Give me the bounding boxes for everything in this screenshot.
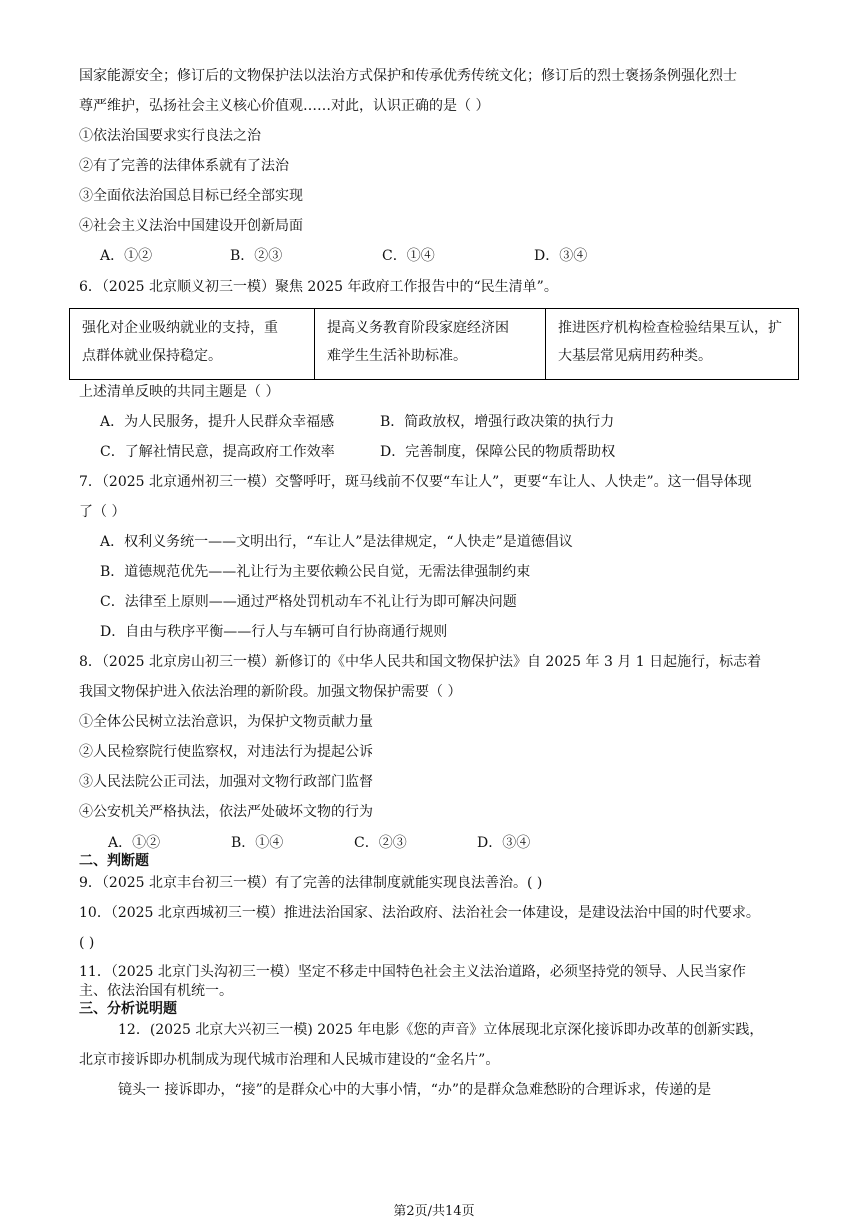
q5-text-line1: 国家能源安全；修订后的文物保护法以法治方式保护和传承优秀传统文化；修订后的烈士褒扬条例强化烈士 (79, 68, 737, 84)
q5-option-b: B．②③ (230, 248, 283, 264)
q5-item-2: ②有了完善的法律体系就有了法治 (79, 158, 289, 174)
q9-text: 9．（2025 北京丰台初三一模）有了完善的法律制度就能实现良法善治。( ) (79, 875, 543, 891)
q5-text-line2: 尊严维护，弘扬社会主义核心价值观……对此，认识正确的是（ ） (79, 98, 490, 114)
q8-item-2: ②人民检察院行使监察权，对违法行为提起公诉 (79, 744, 373, 760)
q8-item-3: ③人民法院公正司法，加强对文物行政部门监督 (79, 774, 373, 790)
q11-text-line2: 主、依法治国有机统一。 (79, 983, 233, 999)
q8-options (108, 833, 530, 853)
q7-option-c: C．法律至上原则——通过严格处罚机动车不礼让行为即可解决问题 (100, 594, 517, 610)
q5-option-c: C．①④ (382, 248, 435, 264)
q6-stem: 6．（2025 北京顺义初三一模）聚焦 2025 年政府工作报告中的“民生清单”。 (79, 279, 558, 295)
cell-line: 点群体就业保持稳定。 (82, 348, 222, 364)
q8-option-a: A．①② (108, 835, 161, 851)
q7-option-b: B．道德规范优先——礼让行为主要依赖公民自觉，无需法律强制约束 (100, 564, 531, 580)
q10-text-line2: ( ) (79, 935, 95, 951)
table-row (70, 309, 799, 380)
q8-item-1: ①全体公民树立法治意识，为保护文物贡献力量 (79, 714, 373, 730)
q6-option-d: D．完善制度，保障公民的物质帮助权 (380, 444, 616, 460)
q12-text-line3: 镜头一 接诉即办，“接”的是群众心中的大事小情，“办”的是群众急难愁盼的合理诉求，传递的是 (118, 1082, 712, 1098)
table-cell (315, 309, 546, 380)
cell-line: 大基层常见病用药种类。 (558, 348, 712, 364)
q7-stem-line1: 7．（2025 北京通州初三一模）交警呼吁，斑马线前不仅要“车让人”，更要“车让人、人快走”。这一倡导体现 (79, 474, 752, 490)
table-cell (70, 309, 315, 380)
cell-line: 难学生生活补助标准。 (327, 348, 467, 364)
q6-option-c: C．了解社情民意，提高政府工作效率 (100, 444, 335, 460)
table-cell (546, 309, 799, 380)
q6-option-a: A．为人民服务，提升人民群众幸福感 (100, 414, 335, 430)
q5-item-3: ③全面依法治国总目标已经全部实现 (79, 188, 303, 204)
section3-title: 三、分析说明题 (79, 1001, 177, 1017)
q5-option-a: A．①② (100, 248, 153, 264)
q6-question: 上述清单反映的共同主题是（ ） (79, 384, 280, 400)
q12-text-line2: 北京市接诉即办机制成为现代城市治理和人民城市建设的“金名片”。 (79, 1052, 500, 1068)
q5-options (100, 246, 587, 266)
q8-item-4: ④公安机关严格执法，依法严处破坏文物的行为 (79, 804, 373, 820)
cell-line: 推进医疗机构检查检验结果互认，扩 (558, 320, 782, 336)
q6-options-row1 (100, 412, 614, 432)
q11-text-line1: 11．（2025 北京门头沟初三一模）坚定不移走中国特色社会主义法治道路，必须坚持党的领导、人民当家作 (79, 964, 746, 980)
q7-option-a: A．权利义务统一——文明出行，“车让人”是法律规定，“人快走”是道德倡议 (100, 534, 573, 550)
q10-text-line1: 10．（2025 北京西城初三一模）推进法治国家、法治政府、法治社会一体建设，是建设法治中国的时代要求。 (79, 905, 760, 921)
q8-option-c: C．②③ (354, 835, 407, 851)
q7-stem-line2: 了（ ） (79, 504, 126, 520)
q7-option-d: D．自由与秩序平衡——行人与车辆可自行协商通行规则 (100, 624, 448, 640)
cell-line: 提高义务教育阶段家庭经济困 (327, 320, 509, 336)
q8-stem-line1: 8．（2025 北京房山初三一模）新修订的《中华人民共和国文物保护法》自 2025 年 3 月 1 日起施行，标志着 (79, 654, 762, 670)
q6-option-b: B．简政放权，增强行政决策的执行力 (380, 414, 615, 430)
q8-option-d: D．③④ (477, 835, 531, 851)
q5-item-4: ④社会主义法治中国建设开创新局面 (79, 218, 303, 234)
q6-options-row2 (100, 442, 615, 462)
q8-option-b: B．①④ (231, 835, 284, 851)
cell-line: 强化对企业吸纳就业的支持，重 (82, 320, 278, 336)
page-number: 第2页/共14页 (393, 1204, 475, 1219)
section2-title: 二、判断题 (79, 853, 149, 869)
q5-item-1: ①依法治国要求实行良法之治 (79, 128, 261, 144)
q5-option-d: D．③④ (534, 248, 588, 264)
q6-livelihood-table (69, 308, 799, 380)
q12-text-line1: 12．(2025 北京大兴初三一模) 2025 年电影《您的声音》立体展现北京深化接诉即办改革的创新实践， (118, 1022, 764, 1038)
q8-stem-line2: 我国文物保护进入依法治理的新阶段。加强文物保护需要（ ） (79, 684, 462, 700)
